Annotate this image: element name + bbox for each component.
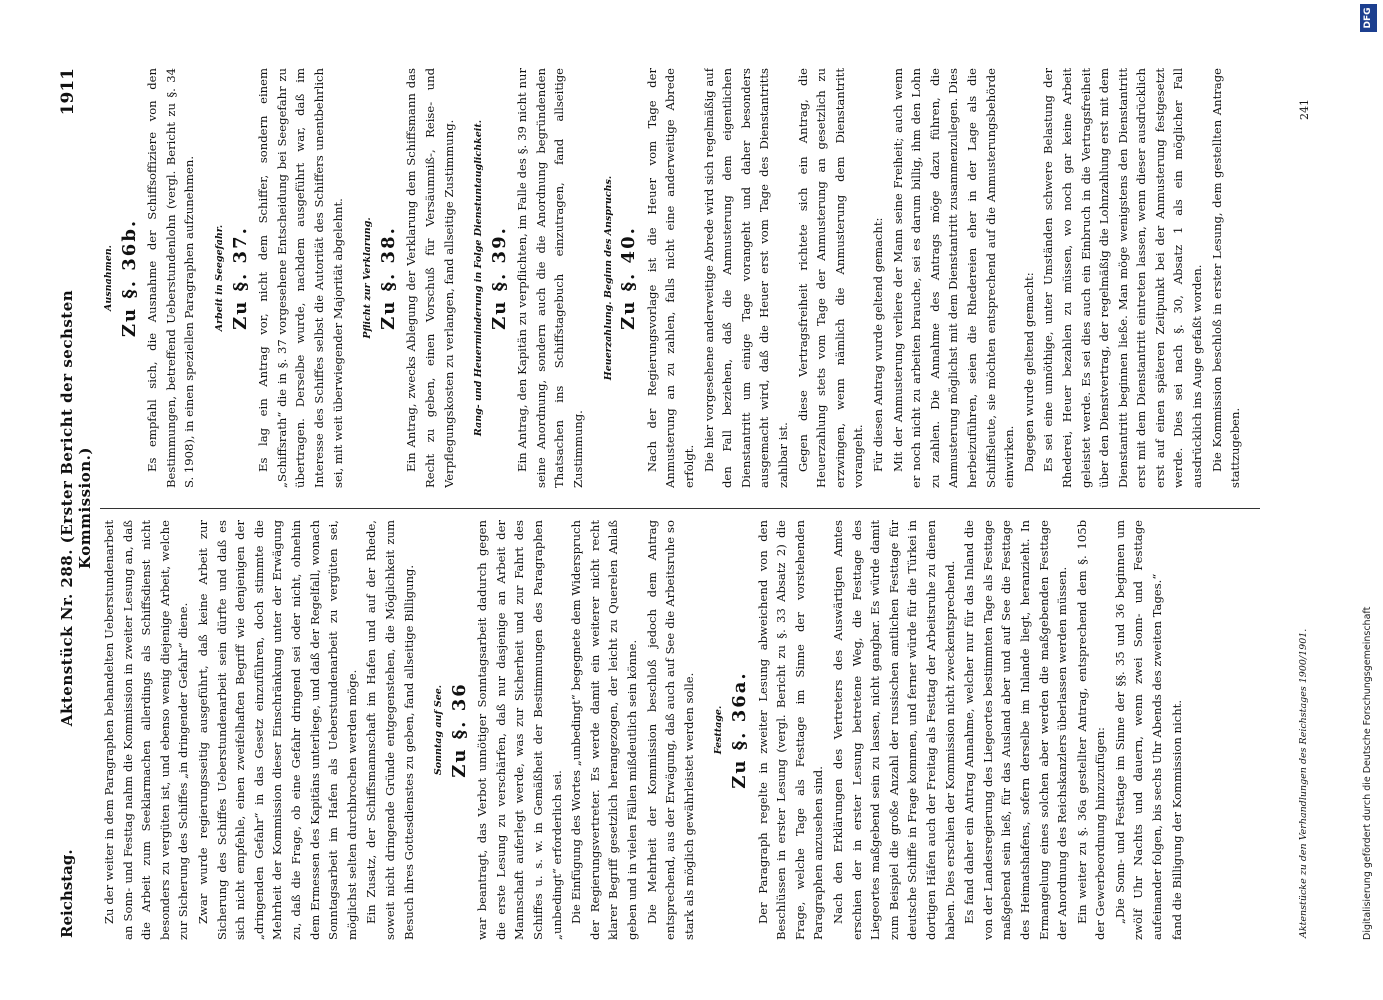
paragraph: Dagegen wurde geltend gemacht: bbox=[1021, 272, 1036, 472]
section-subheading: Festtage. bbox=[713, 705, 725, 755]
paragraph: Ein Antrag, zwecks Ablegung der Verklarung dem Schiffsmann das Recht zu geben, einen Vorschuß für Versäumniß-, Reise- und Verpflegungskosten zu verlangen, fand allseitige Zustimmung. bbox=[404, 68, 456, 488]
section-subheading: Heuerzahlung. Beginn des Anspruchs. bbox=[602, 175, 614, 381]
paragraph: Nach der Regierungsvorlage ist die Heuer vom Tage der Anmusterung an zu zahlen, falls nicht eine anderweitige Abrede erfolgt. bbox=[644, 68, 697, 488]
paragraph: Die Kommission beschloß in erster Lesung, dem gestellten Antrage stattzugeben. bbox=[1209, 68, 1243, 488]
section-heading: Zu §. 36 bbox=[448, 682, 470, 778]
digitization-credit: Digitalisierung gefördert durch die Deutsche Forschungsgemeinschaft bbox=[1362, 606, 1373, 940]
dfg-logo: DFG bbox=[1360, 4, 1377, 32]
column-divider bbox=[100, 508, 1260, 509]
paragraph: Mit der Anmusterung verliere der Mann seine Freiheit; auch wenn er noch nicht zu arbeiten brauche, sei es darum billig, ihm den Lohn zu zahlen. Die Annahme des Antrags möge dazu führen, die Anmusterung möglichst mit dem Dienstantritt zusammenzulegen. Dies herbeizuführen, seien die Rhedereien eher in der Lage als die Schiffsleute, sie möchten entsprechend auf die Anmusterungsbehörde einwirken. bbox=[890, 68, 1017, 488]
header-left: Reichstag. bbox=[58, 849, 76, 938]
paragraph: Ein Antrag, den Kapitän zu verpflichten, im Falle des §. 39 nicht nur seine Anordnung, sondern auch die die Anordnung begründenden Thatsachen ins Schiffstagebuch einzutragen, fand allseitige Zustimmung. bbox=[515, 68, 586, 488]
section-subheading: Ausnahmen. bbox=[103, 245, 114, 311]
paragraph: Zwar wurde regierungsseitig ausgeführt, daß keine Arbeit zur Sicherung des Schiffes Ueberstundenarbeit sein dürfte und daß es sich nicht empfehle, einen zweifelhaften Begriff wie denjenigen der „dringenden Gefahr“ in das Gesetz einzuführen, doch stimmte die Mehrheit der Kommission dieser Einschränkung unter der Erwägung zu, daß die Frage, ob eine Gefahr dringend sei oder nicht, ohnehin dem Ermessen des Kapitäns unterliege, und daß der Regelfall, wonach Sonntagsarbeit im Hafen als Ueberstundenarbeit zu vergüten sei, möglichst selten durchbrochen werden möge. bbox=[195, 520, 359, 940]
section-heading: Zu §. 40. bbox=[618, 226, 640, 330]
section-heading: Zu §. 36b. bbox=[118, 218, 140, 338]
paragraph: war beantragt, das Verbot unnötiger Sonntagsarbeit dadurch gegen die erste Lesung zu verschärfen, daß nur dasjenige an Arbeit der Mannschaft auferlegt werde, was zur Sicherheit und zur Fahrt des Schiffes u. s. w. in Gemäßheit der Bestimmungen des Paragraphen „unbedingt“ erforderlich sei. bbox=[475, 520, 564, 940]
paragraph: Zu der weiter in dem Paragraphen behandelten Ueberstundenarbeit an Sonn- und Festtag nahm die Kommission in zweiter Lesung an, daß die Arbeit zum Seeklarmachen allerdings als Schiffsdienst nicht besonders zu vergüten ist, und ebenso wenig diejenige Arbeit, welche zur Sicherung des Schiffes „in dringender Gefahr“ diene. bbox=[102, 520, 191, 940]
paragraph: Es empfahl sich, die Ausnahme der Schiffsoffiziere von den Bestimmungen, betreffend Ueberstundenlohn (vergl. Bericht zu §. 34 S. 1908), in einen speziellen Paragraphen aufzunehmen. bbox=[145, 68, 197, 488]
section-heading: Zu §. 36a. bbox=[729, 671, 750, 789]
paragraph: fand die Billigung der Kommission nicht. bbox=[1169, 699, 1184, 940]
quoted-paragraph: „Die Sonn- und Festtage im Sinne der §§. 35 und 36 beginnen um zwölf Uhr Nachts und dauern, wenn zwei Sonn- und Festtage aufeinander folgen, bis sechs Uhr Abends des zweiten Tages.“ bbox=[1112, 520, 1165, 940]
section-heading: Zu §. 39. bbox=[488, 226, 510, 330]
section-heading: Zu §. 38. bbox=[377, 226, 399, 330]
paragraph: Ein weiter zu §. 36a gestellter Antrag, entsprechend dem §. 105b der Gewerbeordnung hinzuzufügen: bbox=[1074, 520, 1108, 940]
section-subheading: Sonntag auf See. bbox=[433, 684, 445, 776]
paragraph: Die Einfügung des Wortes „unbedingt“ begegnete dem Widerspruch der Regierungsvertreter. Es werde damit ein weiterer nicht recht klarer Begriff gesetzlich herangezogen, der leicht zu Querelen Anlaß geben und in vielen Fällen mißdeutlich sein könne. bbox=[569, 520, 640, 940]
paragraph: Für diesen Antrag wurde geltend gemacht: bbox=[870, 217, 885, 472]
section-heading: Zu §. 37. bbox=[229, 226, 251, 330]
section-subheading: Rang- und Heuerminderung in Folge Dienstuntauglichkeit. bbox=[473, 119, 485, 437]
paragraph: Nach den Erklärungen des Vertreters des Auswärtigen Amtes erschien der in erster Lesung betretene Weg, die Festtage des Liegeortes maßgebend sein zu lassen, nicht gangbar. Es würde damit zum Beispiel die große Anzahl der russischen amtlichen Festtage für deutsche Schiffe in Frage kommen, und ferner würde für die Türkei in dortigen Häfen auch der Freitag als Festtag der Arbeitsruhe zu dienen haben. Dies erschien der Kommission nicht zweckentsprechend. bbox=[830, 520, 957, 940]
paragraph: Es fand daher ein Antrag Annahme, welcher nur für das Inland die von der Landesregierung des Liegeortes bestimmten Tage als Festtage maßgebend sein ließ, für das Ausland aber und auf See die Festtage des Heimatshafens, sofern derselbe im Inlande liegt, heranzieht. In Ermangelung eines solchen aber werden die maßgebenden Festtage der Anordnung des Reichskanzlers überlassen werden müssen. bbox=[962, 520, 1070, 940]
paragraph: Es sei eine unnöthige, unter Umständen schwere Belastung der Rhederei, Heuer bezahlen zu müssen, wo noch gar keine Arbeit geleistet werde. Es sei dies auch ein Einbruch in die Vertragsfreiheit über den Dienstvertrag, der regelmäßig die Lohnzahlung erst mit dem Dienstantritt beginnen ließe. Man möge wenigstens den Dienstantritt erst mit dem Dienstantritt eintreten lassen, wenn dieser ausdrücklich erst auf einen späteren Zeitpunkt bei der Anmusterung festgesetzt werde. Dies sei nach §. 30, Absatz 1 als ein möglicher Fall ausdrücklich ins Auge gefaßt worden. bbox=[1041, 68, 1205, 488]
left-column bbox=[100, 520, 1290, 940]
paragraph: Ein Zusatz, der Schiffsmannschaft im Hafen und auf der Rhede, soweit nicht dringende Gründe entgegenstehen, die Möglichkeit zum Besuch ihres Gottesdienstes zu geben, fand allseitige Billigung. bbox=[364, 520, 416, 940]
paragraph: Die Mehrheit der Kommission beschloß jedoch dem Antrag entsprechend, aus der Erwägung, daß auch auf See die Arbeitsruhe so stark als möglich gewährleistet werden solle. bbox=[644, 520, 696, 940]
paragraph: Es lag ein Antrag vor, nicht dem Schiffer, sondern einem „Schiffsrath“ die in §. 37 vorgesehene Entscheidung bei Seegefahr zu übertragen. Derselbe wurde, nachdem ausgeführt war, daß im Interesse des Schiffes selbst die Autorität des Schiffers unentbehrlich sei, mit weit überwiegender Majorität abgelehnt. bbox=[256, 68, 345, 488]
page-number: 241 bbox=[1298, 99, 1311, 120]
paragraph: Der Paragraph regelte in zweiter Lesung abweichend von den Beschlüssen in erster Lesung (vergl. Bericht zu §. 33 Absatz 2) die Frage, welche Tage als Festtage im Sinne der vorstehenden Paragraphen anzusehen sind. bbox=[755, 520, 826, 940]
page-header bbox=[58, 68, 94, 938]
paragraph: Gegen diese Vertragsfreiheit richtete sich ein Antrag, die Heuerzahlung stets vom Tage der Anmusterung an gesetzlich zu erzwingen, wenn nämlich die Anmusterung dem Dienstantritt vorangeht. bbox=[795, 68, 866, 488]
section-subheading: Arbeit in Seegefahr. bbox=[213, 224, 225, 332]
section-subheading: Pflicht zur Verklarung. bbox=[362, 217, 374, 339]
header-year: 1911 bbox=[58, 68, 78, 116]
header-title: Aktenstück Nr. 288. (Erster Bericht der sechsten Kommission.) bbox=[58, 289, 94, 727]
footer-note: Aktenstücke zu den Verhandlungen des Reichstages 1900/1901. bbox=[1298, 628, 1309, 938]
paragraph: Die hier vorgesehene anderweitige Abrede wird sich regelmäßig auf den Fall beziehen, daß die Anmusterung dem eigentlichen Dienstantritt um einige Tage vorangeht und daher besonders ausgemacht wird, daß die Heuer erst vom Tage des Dienstantritts zahlbar ist. bbox=[701, 68, 790, 488]
right-column bbox=[100, 68, 1290, 488]
